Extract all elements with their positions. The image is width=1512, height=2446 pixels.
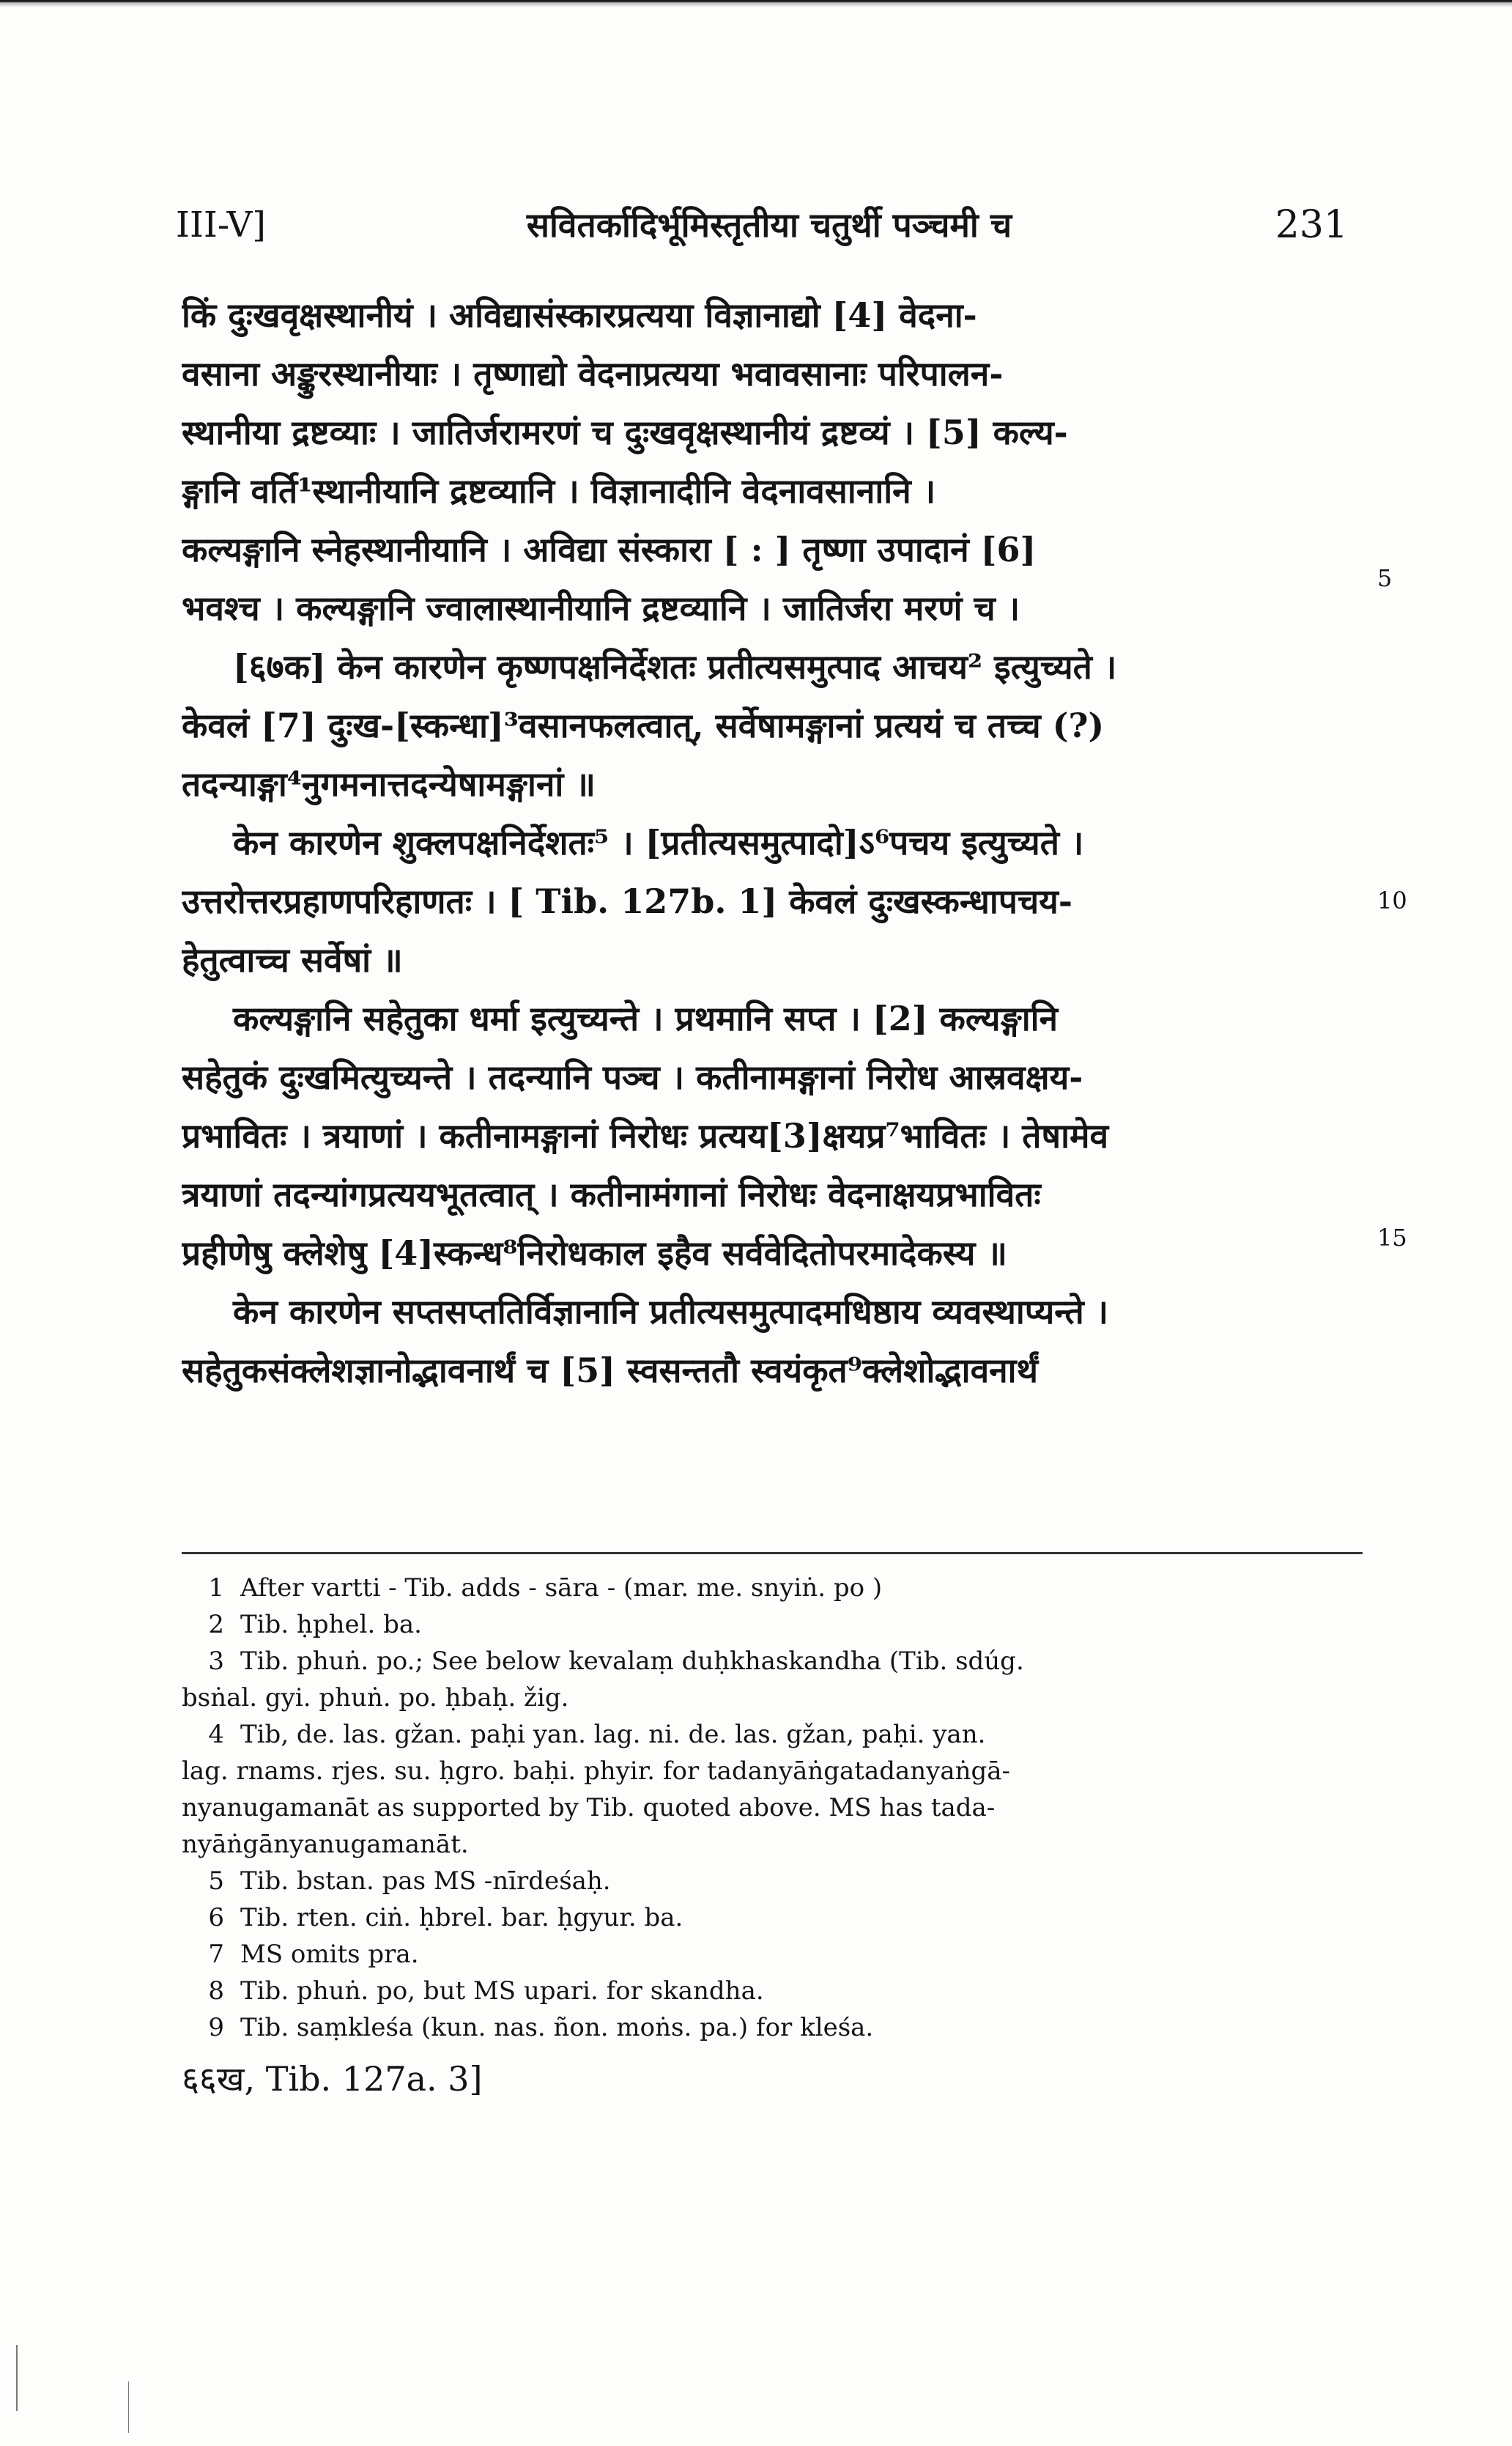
text-line: प्रभावितः । त्रयाणां । कतीनामङ्गानां निरोधः प्रत्यय[3]क्षयप्र⁷भावितः । तेषामेव: [182, 1116, 1109, 1156]
footnote-text: MS omits pra.: [240, 1940, 419, 1969]
footnote-number: 9: [208, 2013, 224, 2042]
running-head: [176, 199, 1348, 251]
page-number: 231: [1275, 203, 1348, 247]
text-line: [६७क] केन कारणेन कृष्णपक्षनिर्देशतः प्रतीत्यसमुत्पाद आचय² इत्युच्यते ।: [233, 647, 1117, 687]
folio-reference: ६६ख, Tib. 127a. 3]: [182, 2059, 483, 2099]
text-line: केवलं [7] दुःख-[स्कन्धा]³वसानफलत्वात्, सर्वेषामङ्गानां प्रत्ययं च तच्च (?): [182, 706, 1105, 745]
text-line: उत्तरोत्तरप्रहाणपरिहाणतः । [ Tib. 127b. 1] केवलं दुःखस्कन्धापचय-: [182, 882, 1072, 921]
text-line: केन कारणेन सप्तसप्ततिर्विज्ञानानि प्रतीत्यसमुत्पादमधिष्ठाय व्यवस्थाप्यन्ते ।: [233, 1292, 1109, 1331]
footnote: [182, 1716, 1363, 1753]
footnote-number: 6: [208, 1903, 224, 1932]
footnote: [182, 1973, 1363, 2009]
footnote-number: 5: [208, 1866, 224, 1896]
footnote-text: Tib. bstan. pas MS -nīrdeśaḥ.: [240, 1866, 611, 1896]
scan-mark: [16, 2345, 18, 2411]
footnote-text: Tib, de. las. gžan. paḥi yan. lag. ni. de. las. gžan, paḥi. yan.: [240, 1720, 986, 1749]
footnote-text: Tib. rten. ciṅ. ḥbrel. bar. ḥgyur. ba.: [240, 1903, 683, 1932]
footnote-rule: [182, 1552, 1363, 1554]
footnote: [182, 1606, 1363, 1643]
text-line: ङ्गानि वर्ति¹स्थानीयानि द्रष्टव्यानि । विज्ञानादीनि वेदनावसानानि ।: [182, 471, 936, 511]
footnote: [182, 1643, 1363, 1680]
margin-line-number: 10: [1377, 887, 1407, 915]
footnote-number: 4: [208, 1720, 224, 1749]
footnote-text: Tib. ḥphel. ba.: [240, 1610, 422, 1639]
margin-line-number: 15: [1377, 1224, 1407, 1252]
footnote-text: nyanugamanāt as supported by Tib. quoted above. MS has tada-: [182, 1793, 996, 1822]
footnote-text: Tib. phuṅ. po, but MS upari. for skandha.: [240, 1976, 764, 2006]
text-line: तदन्याङ्गा⁴नुगमनात्तदन्येषामङ्गानां ॥: [182, 764, 596, 804]
footnote-number: 1: [208, 1573, 224, 1603]
footnote-continuation: [182, 1680, 1363, 1716]
text-line: किं दुःखवृक्षस्थानीयं । अविद्यासंस्कारप्रत्यया विज्ञानाद्यो [4] वेदना-: [182, 295, 977, 335]
footnotes: [182, 1570, 1363, 2046]
text-line: त्रयाणां तदन्यांगप्रत्ययभूतत्वात् । कतीनामंगानां निरोधः वेदनाक्षयप्रभावितः: [182, 1175, 1041, 1214]
text-line: सहेतुकं दुःखमित्युच्यन्ते । तदन्यानि पञ्च । कतीनामङ्गानां निरोध आस्रवक्षय-: [182, 1057, 1083, 1097]
footnote: [182, 1899, 1363, 1936]
footnote: [182, 1570, 1363, 1606]
footnote-number: 8: [208, 1976, 224, 2006]
footnote-continuation: [182, 1826, 1363, 1863]
section-reference: III-V]: [176, 204, 266, 245]
footnote-text: nyāṅgānyanugamanāt.: [182, 1830, 469, 1859]
margin-line-number: 5: [1377, 564, 1393, 592]
text-line: भवश्च । कल्यङ्गानि ज्वालास्थानीयानि द्रष्टव्यानि । जातिर्जरा मरणं च ।: [182, 588, 1020, 628]
text-line: सहेतुकसंक्लेशज्ञानोद्भावनार्थं च [5] स्वसन्ततौ स्वयंकृत⁹क्लेशोद्भावनार्थं: [182, 1351, 1038, 1390]
footnote-text: After vartti - Tib. adds - sāra - (mar. me. snyiṅ. po ): [240, 1573, 883, 1603]
text-line: प्रहीणेषु क्लेशेषु [4]स्कन्ध⁸निरोधकाल इहैव सर्ववेदितोपरमादेकस्य ॥: [182, 1233, 1007, 1273]
text-line: स्थानीया द्रष्टव्याः । जातिर्जरामरणं च दुःखवृक्षस्थानीयं द्रष्टव्यं । [5] कल्य-: [182, 413, 1068, 452]
footnote-number: 3: [208, 1647, 224, 1676]
footnote-text: lag. rnams. rjes. su. ḥgro. baḥi. phyir. for tadanyāṅgatadanyaṅgā-: [182, 1756, 1011, 1786]
scan-mark: [128, 2382, 129, 2433]
main-text: [182, 286, 1354, 1400]
page-top-edge: [0, 0, 1512, 7]
footnote: [182, 2009, 1363, 2046]
footnote-number: 7: [208, 1940, 224, 1969]
text-line: कल्यङ्गानि सहेतुका धर्मा इत्युच्यन्ते । प्रथमानि सप्त । [2] कल्यङ्गानि: [233, 999, 1059, 1038]
footnote-text: Tib. saṃkleśa (kun. nas. ñon. moṅs. pa.) for kleśa.: [240, 2013, 874, 2042]
footnote: [182, 1936, 1363, 1973]
footnote-text: Tib. phuṅ. po.; See below kevalaṃ duḥkhaskandha (Tib. sdúg.: [240, 1647, 1024, 1676]
footnote-number: 2: [208, 1610, 224, 1639]
footnote: [182, 1863, 1363, 1899]
text-line: हेतुत्वाच्च सर्वेषां ॥: [182, 940, 403, 980]
footnote-text: bsṅal. gyi. phuṅ. po. ḥbaḥ. žig.: [182, 1683, 569, 1712]
footnote-continuation: [182, 1789, 1363, 1826]
text-line: कल्यङ्गानि स्नेहस्थानीयानि । अविद्या संस्कारा [ : ] तृष्णा उपादानं [6]: [182, 530, 1037, 569]
text-line: केन कारणेन शुक्लपक्षनिर्देशतः⁵ । [प्रतीत्यसमुत्पादो]ऽ⁶पचय इत्युच्यते ।: [233, 823, 1084, 862]
text-line: वसाना अङ्कुरस्थानीयाः । तृष्णाद्यो वेदनाप्रत्यया भवावसानाः परिपालन-: [182, 354, 1004, 393]
footnote-continuation: [182, 1753, 1363, 1789]
running-title: सवितर्कादिर्भूमिस्तृतीया चतुर्थी पञ्चमी च: [526, 205, 1012, 245]
